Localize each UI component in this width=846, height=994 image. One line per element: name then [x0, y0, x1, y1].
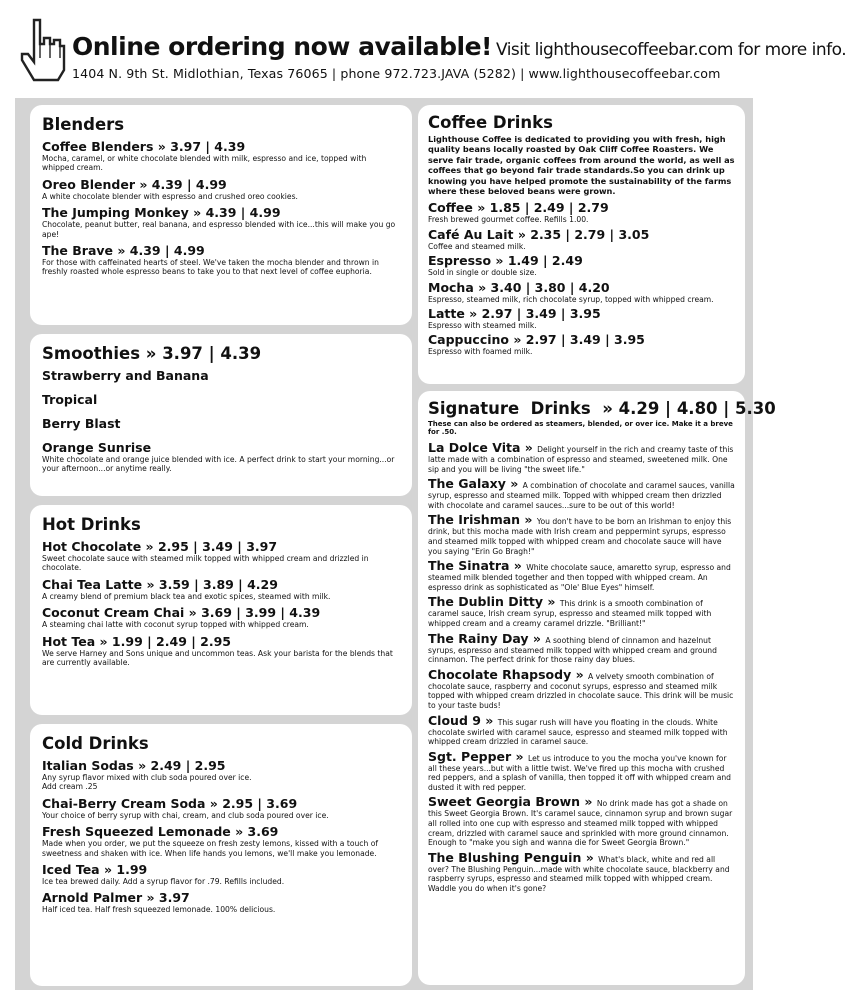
item-title: The Dublin Ditty » — [428, 594, 560, 610]
item-title: Sgt. Pepper » — [428, 748, 528, 764]
item-desc: Espresso, steamed milk, rich chocolate syrup, topped with whipped cream. — [428, 294, 714, 304]
menu-item — [42, 759, 400, 792]
item-desc: A creamy blend of premium black tea and exotic spices, steamed with milk. — [42, 591, 331, 601]
item-desc: Fresh brewed gourmet coffee. Refills 1.00. — [428, 215, 589, 225]
item-desc: Ice tea brewed daily. Add a syrup flavor for .79. Refills included. — [42, 877, 285, 887]
menu-item — [42, 140, 400, 173]
item-title: Hot Tea » 1.99 | 2.49 | 2.95 — [42, 633, 231, 649]
item-desc: Espresso with steamed milk. — [428, 321, 537, 331]
item-desc: White chocolate and orange juice blended with ice. A perfect drink to start your morning...or your afternoon...or anytime really. — [42, 455, 395, 474]
item-title: Orange Sunrise — [42, 440, 152, 455]
smoothies-heading: Smoothies » 3.97 | 4.39 — [42, 344, 262, 363]
item-title: Mocha » 3.40 | 3.80 | 4.20 — [428, 279, 610, 295]
pointing-hand-icon — [20, 18, 68, 80]
menu-item — [42, 441, 400, 474]
menu-item — [42, 606, 400, 629]
item-title: Café Au Lait » 2.35 | 2.79 | 3.05 — [428, 226, 650, 242]
menu-item — [42, 863, 400, 886]
item-desc: Your choice of berry syrup with chai, cream, and club soda poured over ice. — [42, 810, 329, 820]
item-title: Hot Chocolate » 2.95 | 3.49 | 3.97 — [42, 539, 278, 554]
item-title: La Dolce Vita » — [428, 440, 538, 455]
menu-item — [428, 201, 735, 224]
header-subtitle: Visit lighthousecoffeebar.com for more info. — [495, 40, 846, 60]
item-desc: For those with caffeinated hearts of steel. We've taken the mocha blender and thrown in freshly roasted whole espresso beans to take you to that next level of coffee euphoria. — [42, 258, 379, 277]
item-title: The Jumping Monkey » 4.39 | 4.99 — [42, 205, 281, 221]
item-title: Latte » 2.97 | 3.49 | 3.95 — [428, 306, 601, 322]
item-title: The Sinatra » — [428, 558, 527, 574]
item-desc: A combination of chocolate and caramel sauces, vanilla syrup, espresso and steamed milk. Topped with whipped cream then drizzled with chocolate and caramel sauces...sure to be out of this world! — [428, 481, 735, 510]
menu-item — [42, 635, 400, 668]
menu-item — [428, 254, 735, 277]
item-desc: A velvety smooth combination of chocolate sauce, raspberry and coconut syrups, espresso and steamed milk topped with whipped cream drizzled in chocolate sauce. This drink will be music to your taste buds! — [428, 671, 734, 710]
menu-item — [428, 750, 735, 793]
item-title: Chocolate Rhapsody » — [428, 666, 588, 682]
menu-item — [428, 441, 735, 474]
item-desc: This drink is a smooth combination of caramel sauce, Irish cream syrup, espresso and steamed milk topped with whipped cream and a creamy caramel drizzle. "Brilliant!" — [428, 599, 712, 628]
item-desc: Let us introduce to you the mocha you've known for all these years...but with a little twist. We've fired up this mocha with crushed red peppers, and a splash of vanilla, then topped it off with whipped cream and dusted it with red pepper. — [428, 753, 731, 792]
menu-item — [42, 578, 400, 601]
menu-item — [428, 228, 735, 251]
item-title: Iced Tea » 1.99 — [42, 862, 148, 878]
item-title: Cappuccino » 2.97 | 3.49 | 3.95 — [428, 332, 645, 348]
smoothie-item: Berry Blast — [42, 416, 121, 431]
item-desc: Sweet chocolate sauce with steamed milk topped with whipped cream and drizzled in chocolate. — [42, 554, 369, 573]
header-address: 1404 N. 9th St. Midlothian, Texas 76065 | phone 972.723.JAVA (5282) | www.lighthousecoffeebar.com — [72, 66, 721, 81]
item-desc: Chocolate, peanut butter, real banana, and espresso blended with ice...this will make you go ape! — [42, 220, 396, 239]
hot-drinks-heading: Hot Drinks — [42, 515, 141, 534]
coffee-intro: Lighthouse Coffee is dedicated to providing you with fresh, high quality beans locally roasted by Oak Cliff Coffee Roasters. We serve fair trade, organic coffees from around the world, as well as coffees that go beyond fair trade standards.So you can drink up knowing you have helped promote the sustainability of the farms where these beloved beans were grown. — [428, 134, 735, 197]
coffee-drinks-heading: Coffee Drinks — [428, 113, 553, 132]
item-desc: You don't have to be born an Irishman to enjoy this drink, but this mocha made with Irish cream and peppermint syrups, espresso and steamed milk topped with whipped cream and chocolate sauce will have you saying "Erin Go Bragh!" — [428, 517, 732, 556]
menu-item — [42, 540, 400, 573]
item-title: Italian Sodas » 2.49 | 2.95 — [42, 758, 226, 773]
blenders-card — [30, 105, 412, 325]
item-title: Arnold Palmer » 3.97 — [42, 890, 190, 906]
item-title: The Brave » 4.39 | 4.99 — [42, 243, 205, 259]
item-title: Espresso » 1.49 | 2.49 — [428, 253, 583, 269]
item-desc: This sugar rush will have you floating in the clouds. White chocolate swirled with caramel sauce, espresso and steamed milk topped with whipped cream drizzled in caramel sauce. — [428, 717, 728, 747]
item-title: Fresh Squeezed Lemonade » 3.69 — [42, 824, 279, 840]
menu-item — [428, 595, 735, 628]
item-title: Chai Tea Latte » 3.59 | 3.89 | 4.29 — [42, 576, 278, 592]
item-desc: Coffee and steamed milk. — [428, 241, 526, 251]
signature-drinks-card — [418, 391, 776, 985]
item-title: The Blushing Penguin » — [428, 849, 599, 865]
menu-item — [428, 632, 735, 665]
menu-item — [42, 797, 400, 820]
item-desc: What's black, white and red all over? The Blushing Penguin...made with white chocolate sauce, blackberry and raspberry syrups, espresso and steamed milk topped with whipped cream. Waddle you do when it's gone? — [428, 854, 730, 894]
item-desc: No drink made has got a shade on this Sweet Georgia Brown. It's caramel sauce, cinnamon syrup and brown sugar all rolled into one cup with espresso and steamed milk topped with whipped cream, drizzled with caramel sauce and sprinkled with more ground cinnamon. Enough to "make you sigh and wanna die for Sweet Georgia Brown." — [428, 799, 733, 848]
signature-note: These can also be ordered as steamers, blended, or over ice. Make it a breve for .50. — [428, 420, 733, 436]
item-desc: Sold in single or double size. — [428, 268, 537, 278]
item-desc: Espresso with foamed milk. — [428, 347, 533, 357]
smoothies-card — [30, 334, 412, 496]
item-desc: A steaming chai latte with coconut syrup topped with whipped cream. — [42, 620, 309, 630]
menu-item — [428, 333, 735, 356]
menu-item — [428, 668, 735, 711]
cold-drinks-card — [30, 724, 412, 986]
menu-item — [42, 825, 400, 858]
menu-item — [42, 206, 400, 239]
item-desc: Delight yourself in the rich and creamy taste of this latte made with a combination of espresso and steamed, sweetened milk. One sip and you will be living "the sweet life." — [428, 445, 734, 474]
item-title: The Irishman » — [428, 512, 537, 528]
item-title: Coconut Cream Chai » 3.69 | 3.99 | 4.39 — [42, 605, 321, 621]
item-title: The Galaxy » — [428, 476, 523, 492]
header-title: Online ordering now available! Visit lighthousecoffeebar.com for more info. — [72, 32, 846, 61]
menu-item — [428, 513, 735, 556]
menu-item — [42, 244, 400, 277]
blenders-heading: Blenders — [42, 115, 125, 134]
item-title: The Rainy Day » — [428, 630, 546, 646]
item-title: Chai-Berry Cream Soda » 2.95 | 3.69 — [42, 795, 298, 811]
menu-item — [428, 559, 735, 592]
menu-item — [428, 307, 735, 330]
item-title: Oreo Blender » 4.39 | 4.99 — [42, 176, 227, 192]
item-title: Sweet Georgia Brown » — [428, 794, 597, 810]
item-desc: A soothing blend of cinnamon and hazelnut syrups, espresso and steamed milk topped with whipped cream and ground cinnamon. The perfect drink for those rainy day blues. — [428, 635, 717, 665]
menu-item — [428, 477, 735, 510]
item-title: Coffee Blenders » 3.97 | 4.39 — [42, 139, 246, 154]
item-desc: Mocha, caramel, or white chocolate blended with milk, espresso and ice, topped with whipped cream. — [42, 154, 367, 173]
item-desc: Add cream .25 — [42, 782, 98, 792]
smoothie-item: Tropical — [42, 392, 98, 407]
signature-drinks-heading: Signature Drinks » 4.29 | 4.80 | 5.30 — [428, 399, 776, 418]
hot-drinks-card — [30, 505, 412, 715]
menu-item — [42, 891, 400, 914]
item-title: Cloud 9 » — [428, 712, 498, 728]
item-desc: We serve Harney and Sons unique and uncommon teas. Ask your barista for the blends that are currently available. — [42, 648, 393, 668]
item-desc: Half iced tea. Half fresh squeezed lemonade. 100% delicious. — [42, 905, 276, 915]
item-title: Coffee » 1.85 | 2.49 | 2.79 — [428, 200, 609, 216]
cold-drinks-heading: Cold Drinks — [42, 734, 149, 753]
item-desc: A white chocolate blender with espresso and crushed oreo cookies. — [42, 191, 298, 201]
menu-item — [428, 851, 735, 894]
menu-item — [428, 714, 735, 747]
item-desc: White chocolate sauce, amaretto syrup, espresso and steamed milk blended together and then topped with whipped cream. An espresso drink as sophisticated as "Ole' Blue Eyes" himself. — [428, 563, 731, 592]
coffee-drinks-card — [418, 105, 745, 384]
item-desc: Made when you order, we put the squeeze on fresh zesty lemons, kissed with a touch of sweetness and shaken with ice. When life hands you lemons, we'll make you lemonade. — [42, 839, 379, 858]
menu-item — [428, 281, 735, 304]
menu-item — [428, 795, 735, 847]
smoothie-item: Strawberry and Banana — [42, 368, 209, 383]
menu-item — [42, 178, 400, 201]
item-desc: Any syrup flavor mixed with club soda poured over ice. — [42, 773, 252, 782]
